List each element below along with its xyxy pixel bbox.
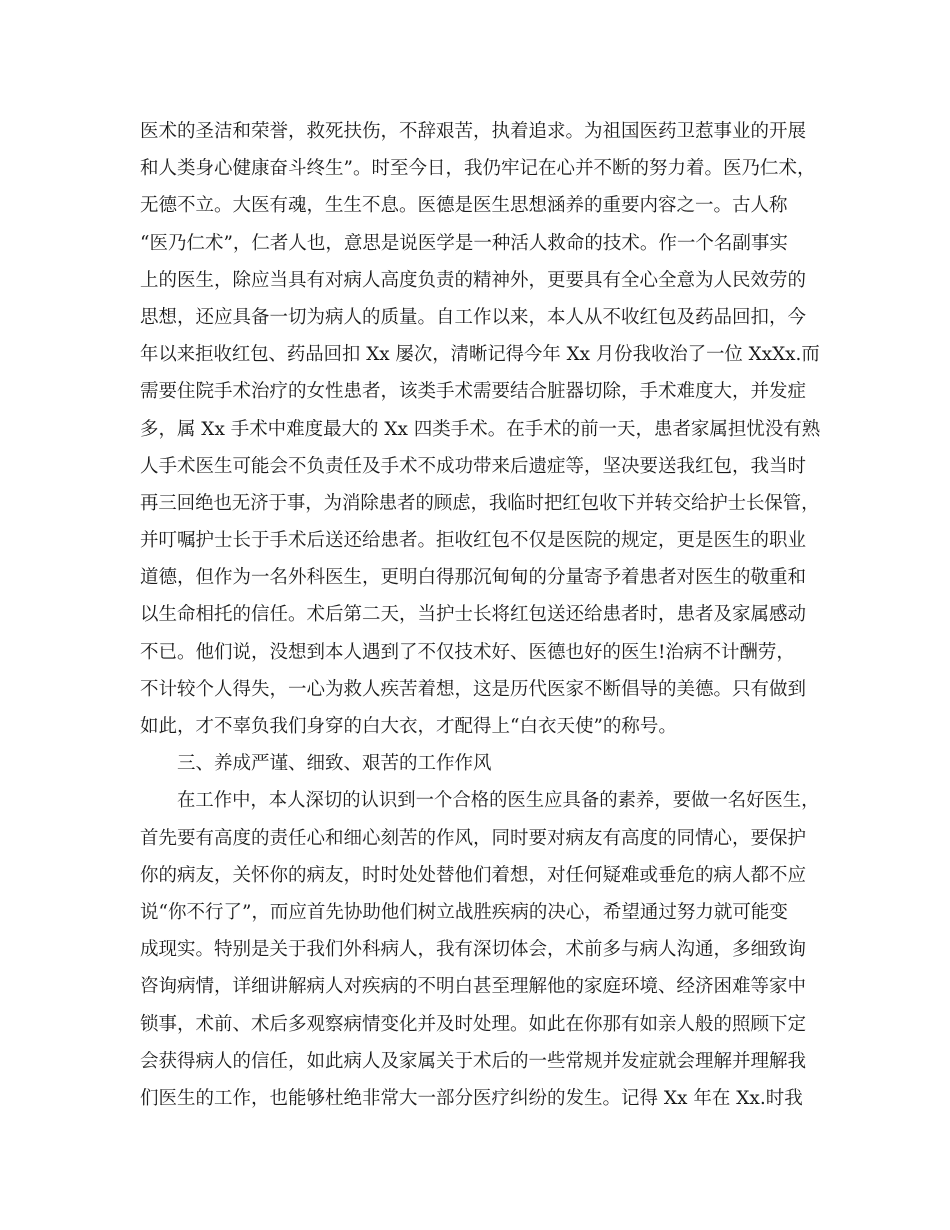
text-line: 如此，才不辜负我们身穿的白大衣，才配得上“白衣天使”的称号。 xyxy=(140,716,677,737)
text-line: 思想，还应具备一切为病人的质量。自工作以来，本人从不收红包及药品回扣，今 xyxy=(140,306,807,328)
text-line: 多，属 Xx 手术中难度最大的 Xx 四类手术。在手术的前一天，患者家属担忧没有熟 xyxy=(140,418,821,440)
text-line: 医术的圣洁和荣誉，救死扶伤，不辞艰苦，执着追求。为祖国医药卫惹事业的开展 xyxy=(140,121,807,142)
body-text xyxy=(140,113,820,1117)
text-line: 你的病友，关怀你的病友，时时处处替他们着想，对任何疑难或垂危的病人都不应 xyxy=(140,864,807,886)
text-line: “医乃仁术”，仁者人也，意思是说医学是一种活人救命的技术。作一个名副事实 xyxy=(140,232,788,254)
text-line: 以生命相托的信任。术后第二天，当护士长将红包送还给患者时，患者及家属感动 xyxy=(140,604,807,626)
text-line: 再三回绝也无济于事，为消除患者的顾虑，我临时把红包收下并转交给护士长保管， xyxy=(140,492,820,514)
text-line: 道德，但作为一名外科医生，更明白得那沉甸甸的分量寄予着患者对医生的敬重和 xyxy=(140,567,807,589)
text-line: 首先要有高度的责任心和细心刻苦的作风，同时要对病友有高度的同情心，要保护 xyxy=(140,827,807,849)
text-line: 无德不立。大医有魂，生生不息。医德是医生思想涵养的重要内容之一。古人称 xyxy=(140,195,788,217)
text-line: 咨询病情，详细讲解病人对疾病的不明白甚至理解他的家庭环境、经济困难等家中 xyxy=(140,976,807,998)
text-line: 们医生的工作，也能够杜绝非常大一部分医疗纠纷的发生。记得 Xx 年在 Xx.时我 xyxy=(140,1087,803,1109)
text-line: 需要住院手术治疗的女性患者，该类手术需要结合脏器切除，手术难度大，并发症 xyxy=(140,381,807,403)
text-line: 人手术医生可能会不负责任及手术不成功带来后遗症等，坚决要送我红包，我当时 xyxy=(140,455,807,477)
section-heading: 三、养成严谨、细致、艰苦的工作作风 xyxy=(177,753,492,775)
text-line: 不已。他们说，没想到本人遇到了不仅技术好、医德也好的医生!治病不计酬劳， xyxy=(140,641,795,663)
text-line: 年以来拒收红包、药品回扣 Xx 屡次，清晰记得今年 Xx 月份我收治了一位 XxXx.而 xyxy=(140,344,820,366)
text-line: 和人类身心健康奋斗终生”。时至今日，我仍牢记在心并不断的努力着。医乃仁术， xyxy=(140,158,816,180)
text-line: 成现实。特别是关于我们外科病人，我有深切体会，术前多与病人沟通，多细致询 xyxy=(140,939,807,961)
text-line: 锁事，术前、术后多观察病情变化并及时处理。如此在你那有如亲人般的照顾下定 xyxy=(140,1013,807,1035)
text-line: 会获得病人的信任，如此病人及家属关于术后的一些常规并发症就会理解并理解我 xyxy=(140,1050,807,1072)
text-line: 并叮嘱护士长于手术后送还给患者。拒收红包不仅是医院的规定，更是医生的职业 xyxy=(140,530,807,552)
text-line: 在工作中，本人深切的认识到一个合格的医生应具备的素养，要做一名好医生， xyxy=(177,790,820,812)
text-line: 上的医生，除应当具有对病人高度负责的精神外，更要具有全心全意为人民效劳的 xyxy=(140,269,807,291)
text-line: 不计较个人得失，一心为救人疾苦着想，这是历代医家不断倡导的美德。只有做到 xyxy=(140,678,807,700)
text-line: 说“你不行了”，而应首先协助他们树立战胜疾病的决心，希望通过努力就可能变 xyxy=(140,901,788,923)
